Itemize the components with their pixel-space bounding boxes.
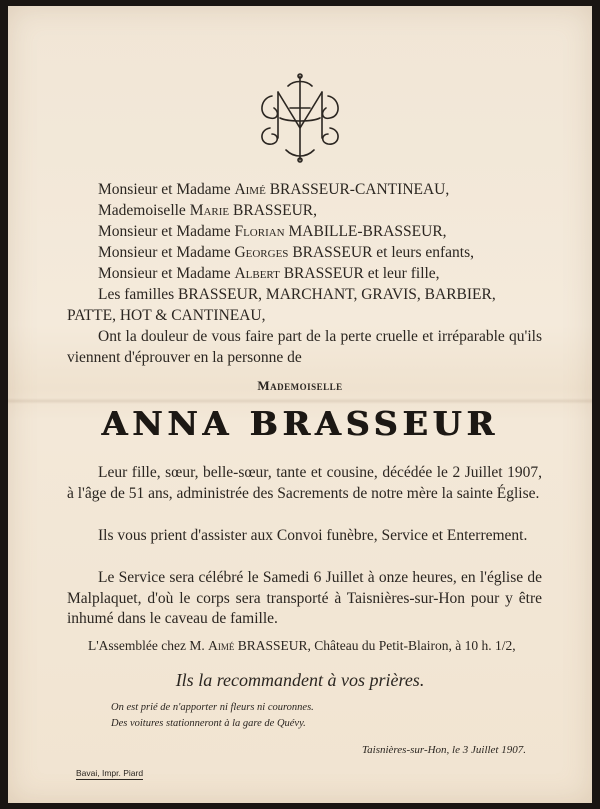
paragraph-service: Le Service sera célébré le Samedi 6 Juillet à onze heures, en l'église de Malplaquet, d'où le corps sera transporté à Taisnières-sur-Hon pour y être inhumé dans le caveau de famille. — [67, 569, 542, 627]
paragraph-death: Leur fille, sœur, belle-sœur, tante et cousine, décédée le 2 Juillet 1907, à l'âge de 51 ans, administrée des Sacrements de notre mère la sainte Église. — [67, 464, 542, 502]
monogram-icon — [250, 68, 350, 168]
family-line-3: Monsieur et Madame Florian MABILLE-BRASSEUR, — [98, 223, 447, 240]
family-line-5: Monsieur et Madame Albert BRASSEUR et leur fille, — [98, 265, 440, 282]
funeral-notice — [8, 6, 592, 803]
family-line-7: PATTE, HOT & CANTINEAU, — [67, 307, 266, 324]
printer-credit: Bavai, Impr. Piard — [76, 768, 144, 778]
family-line-6: Les familles BRASSEUR, MARCHANT, GRAVIS, BARBIER, — [98, 286, 496, 303]
announcement: Ont la douleur de vous faire part de la perte cruelle et irréparable qu'ils viennent d'éprouver en la personne de — [67, 328, 542, 366]
paragraph-invite: Ils vous prient d'assister aux Convoi funèbre, Service et Enterrement. — [98, 527, 528, 544]
assembly-line: L'Assemblée chez M. Aimé BRASSEUR, Château du Petit-Blairon, à 10 h. 1/2, — [88, 638, 516, 653]
family-line-2: Mademoiselle Marie BRASSEUR, — [98, 202, 318, 219]
deceased-name: ANNA BRASSEUR — [101, 404, 499, 443]
note-flowers: On est prié de n'apporter ni fleurs ni couronnes. — [111, 702, 314, 713]
family-line-4: Monsieur et Madame Georges BRASSEUR et leurs enfants, — [98, 244, 474, 261]
note-cars: Des voitures stationneront à la gare de Quévy. — [111, 718, 306, 729]
title-word: Mademoiselle — [257, 378, 343, 393]
family-line-1: Monsieur et Madame Aimé BRASSEUR-CANTINEAU, — [98, 181, 450, 198]
prayer-line: Ils la recommandent à vos prières. — [175, 670, 425, 690]
place-date: Taisnières-sur-Hon, le 3 Juillet 1907. — [362, 744, 526, 756]
